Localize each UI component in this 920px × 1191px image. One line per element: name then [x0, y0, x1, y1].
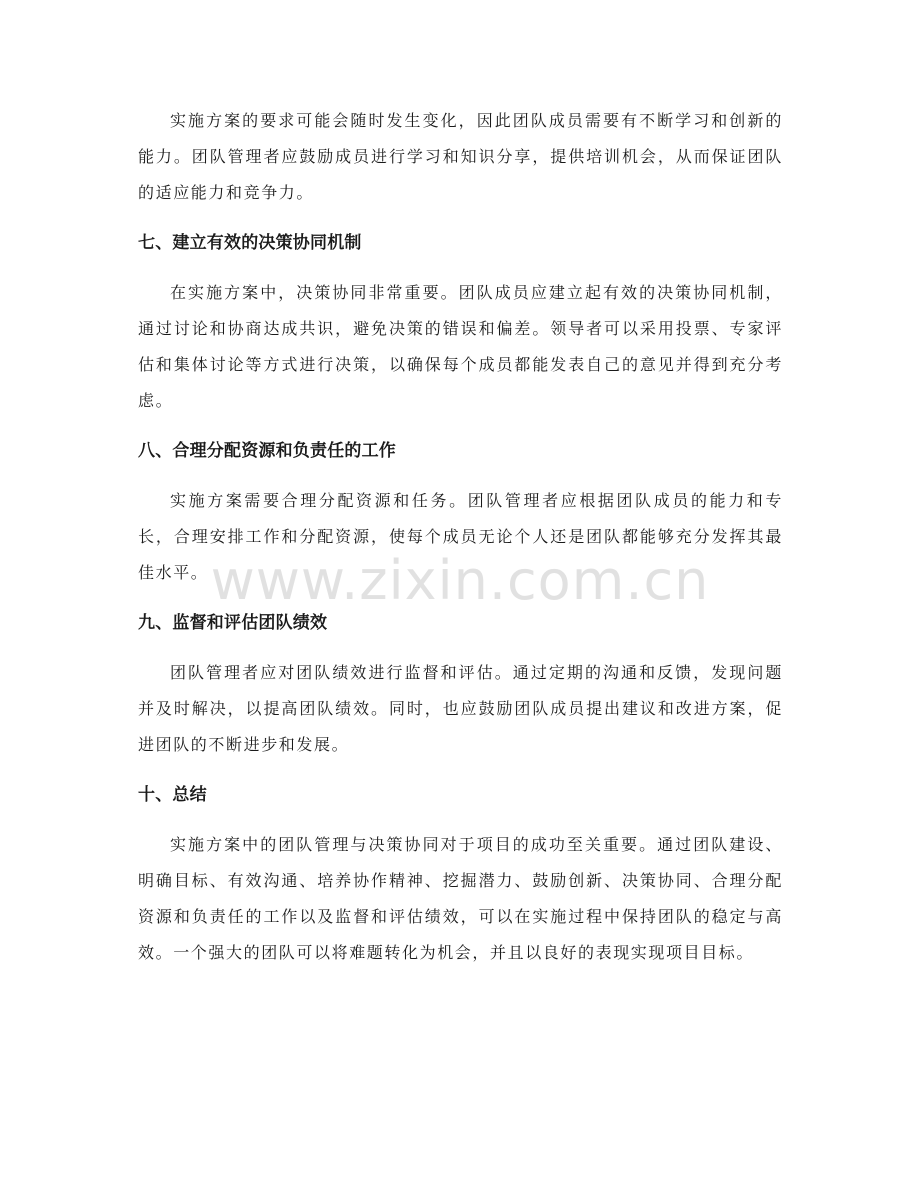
watermark: www.zixin.com.cn — [210, 549, 710, 612]
intro-paragraph: 实施方案的要求可能会随时发生变化，因此团队成员需要有不断学习和创新的能力。团队管理者应鼓励成员进行学习和知识分享，提供培训机会，从而保证团队的适应能力和竞争力。 — [138, 111, 783, 202]
document-body — [138, 103, 783, 971]
section-paragraph-10: 实施方案中的团队管理与决策协同对于项目的成功至关重要。通过团队建设、明确目标、有效沟通、培养协作精神、挖掘潜力、鼓励创新、决策协同、合理分配资源和负责任的工作以及监督和评估绩效，可以在实施过程中保持团队的稳定与高效。一个强大的团队可以将难题转化为机会，并且以良好的表现实现项目目标。 — [138, 835, 783, 962]
section-heading-7: 七、建立有效的决策协同机制 — [138, 233, 362, 253]
section-heading-9: 九、监督和评估团队绩效 — [138, 613, 328, 633]
section-heading-10: 十、总结 — [138, 785, 207, 805]
section-paragraph-8: 实施方案需要合理分配资源和任务。团队管理者应根据团队成员的能力和专长，合理安排工作和分配资源，使每个成员无论个人还是团队都能够充分发挥其最佳水平。 — [138, 491, 783, 582]
section-paragraph-7: 在实施方案中，决策协同非常重要。团队成员应建立起有效的决策协同机制，通过讨论和协商达成共识，避免决策的错误和偏差。领导者可以采用投票、专家评估和集体讨论等方式进行决策，以确保每个成员都能发表自己的意见并得到充分考虑。 — [138, 283, 783, 410]
section-paragraph-9: 团队管理者应对团队绩效进行监督和评估。通过定期的沟通和反馈，发现问题并及时解决，以提高团队绩效。同时，也应鼓励团队成员提出建议和改进方案，促进团队的不断进步和发展。 — [138, 663, 783, 754]
section-heading-8: 八、合理分配资源和负责任的工作 — [138, 441, 396, 461]
